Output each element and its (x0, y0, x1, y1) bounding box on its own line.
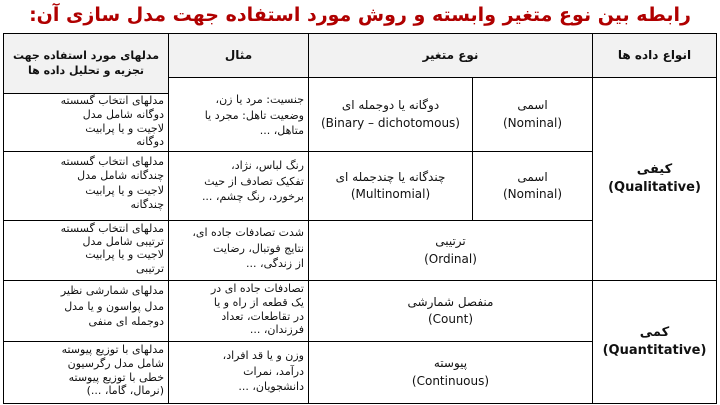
example-ordinal (168, 220, 309, 281)
header-data-types-label: انواع داده ها (617, 47, 692, 62)
scale-nominal-1-en: (Nominal) (503, 115, 562, 130)
quantitative-cell (592, 280, 717, 404)
model-continuous (3, 341, 169, 404)
model-line: ترتیبی (136, 261, 164, 275)
model-binary (3, 93, 169, 152)
scale-nominal-1 (472, 77, 593, 152)
header-variable-type-label: نوع متغیر (422, 47, 479, 62)
model-line: مدلهای انتخاب گسسته (60, 155, 164, 168)
example-line: وضعیت تاهل: مجرد یا (204, 108, 304, 122)
model-line: شامل مدل رگرسیون (67, 356, 164, 370)
example-line: درآمد، نمرات (243, 364, 304, 378)
variable-binary-fa: دوگانه یا دوجمله ای (341, 98, 440, 113)
model-line: مدلهای انتخاب گسسته (60, 94, 164, 107)
variable-count-en: (Count) (428, 312, 473, 326)
header-example (168, 33, 309, 78)
example-line: فرزندان، ... (249, 323, 304, 337)
scale-nominal-2-fa: اسمی (517, 169, 548, 184)
model-line: دوگانه شامل مدل (82, 107, 164, 121)
header-models (3, 33, 169, 94)
example-line: دانشجویان، ... (238, 380, 304, 394)
header-variable-type (308, 33, 593, 78)
example-line: از زندگی، ... (246, 257, 304, 271)
example-line: وزن و یا قد افراد، (222, 349, 304, 362)
quantitative-fa: کمی (639, 324, 670, 340)
variable-multinomial-fa: چندگانه یا چندجمله ای (335, 169, 446, 184)
variable-multinomial-en: (Multinomial) (350, 187, 431, 201)
variable-multinomial (308, 151, 473, 221)
header-data-types (592, 33, 717, 78)
variable-ordinal-fa: ترتیبی (435, 234, 466, 249)
scale-nominal-2 (472, 151, 593, 221)
example-line: برخورد، رنگ چشم، ... (201, 190, 304, 204)
model-multinomial (3, 151, 169, 221)
model-line: خطی با توزیع پیوسته (68, 370, 164, 384)
variable-ordinal-en: (Ordinal) (424, 251, 477, 266)
model-line: ترتیبی شامل مدل (82, 235, 164, 249)
model-line: (نرمال، گاما، ...) (86, 384, 164, 398)
model-line: چندگانه (130, 197, 164, 211)
model-ordinal (3, 220, 169, 281)
example-line: یک قطعه از راه و یا (213, 295, 304, 309)
header-models-label: مدلهای مورد استفاده جهت تجزیه و تحلیل داده ها (12, 49, 160, 77)
page-title: رابطه بین نوع متغیر وابسته و روش مورد استفاده جهت مدل سازی آن: (29, 4, 691, 26)
example-binary (168, 77, 309, 152)
model-line: دوگانه (136, 135, 164, 149)
scale-nominal-1-fa: اسمی (517, 98, 548, 113)
example-count (168, 280, 309, 342)
variable-binary-en: (Binary – dichotomous) (321, 115, 460, 130)
example-line: تصادفات جاده ای در (211, 282, 304, 295)
model-line: مدلهای با توزیع پیوسته (61, 343, 164, 356)
variable-count (308, 280, 593, 342)
model-line: دوجمله ای منفی (88, 315, 164, 329)
example-line: جنسیت: مرد یا زن، (215, 93, 304, 106)
variable-continuous-en: (Continuous) (411, 373, 490, 388)
header-example-label: مثال (224, 47, 253, 62)
example-line: نتایج فوتبال، رضایت (213, 241, 304, 255)
qualitative-cell (592, 77, 717, 281)
example-line: تفکیک تصادف از حیث (204, 174, 304, 188)
example-line: رنگ لباس، نژاد، (231, 159, 304, 172)
example-line: شدت تصادفات جاده ای، (192, 226, 304, 239)
model-line: لاجیت و یا پرابیت (85, 183, 164, 197)
variable-continuous (308, 341, 593, 404)
model-line: مدلهای انتخاب گسسته (60, 222, 164, 235)
example-multinomial (168, 151, 309, 221)
model-line: چندگانه شامل مدل (77, 169, 164, 183)
example-line: متاهل، ... (259, 124, 304, 138)
variable-binary (308, 77, 473, 152)
model-line: مدل پواسون و یا مدل (64, 299, 164, 313)
model-count (3, 280, 169, 342)
model-line: مدلهای شمارشی نظیر (60, 284, 164, 297)
example-line: در تقاطعات، تعداد (221, 309, 304, 323)
quantitative-en: (Quantitative) (602, 343, 707, 358)
variable-ordinal (308, 220, 593, 281)
variable-count-fa: منفصل شمارشی (407, 294, 494, 309)
model-line: لاجیت و یا پرابیت (85, 121, 164, 135)
qualitative-fa: کیفی (636, 161, 673, 177)
model-line: لاجیت و یا پرابیت (85, 248, 164, 262)
example-continuous (168, 341, 309, 404)
variable-continuous-fa: پیوسته (433, 356, 468, 371)
scale-nominal-2-en: (Nominal) (503, 187, 562, 201)
qualitative-en: (Qualitative) (608, 180, 701, 195)
